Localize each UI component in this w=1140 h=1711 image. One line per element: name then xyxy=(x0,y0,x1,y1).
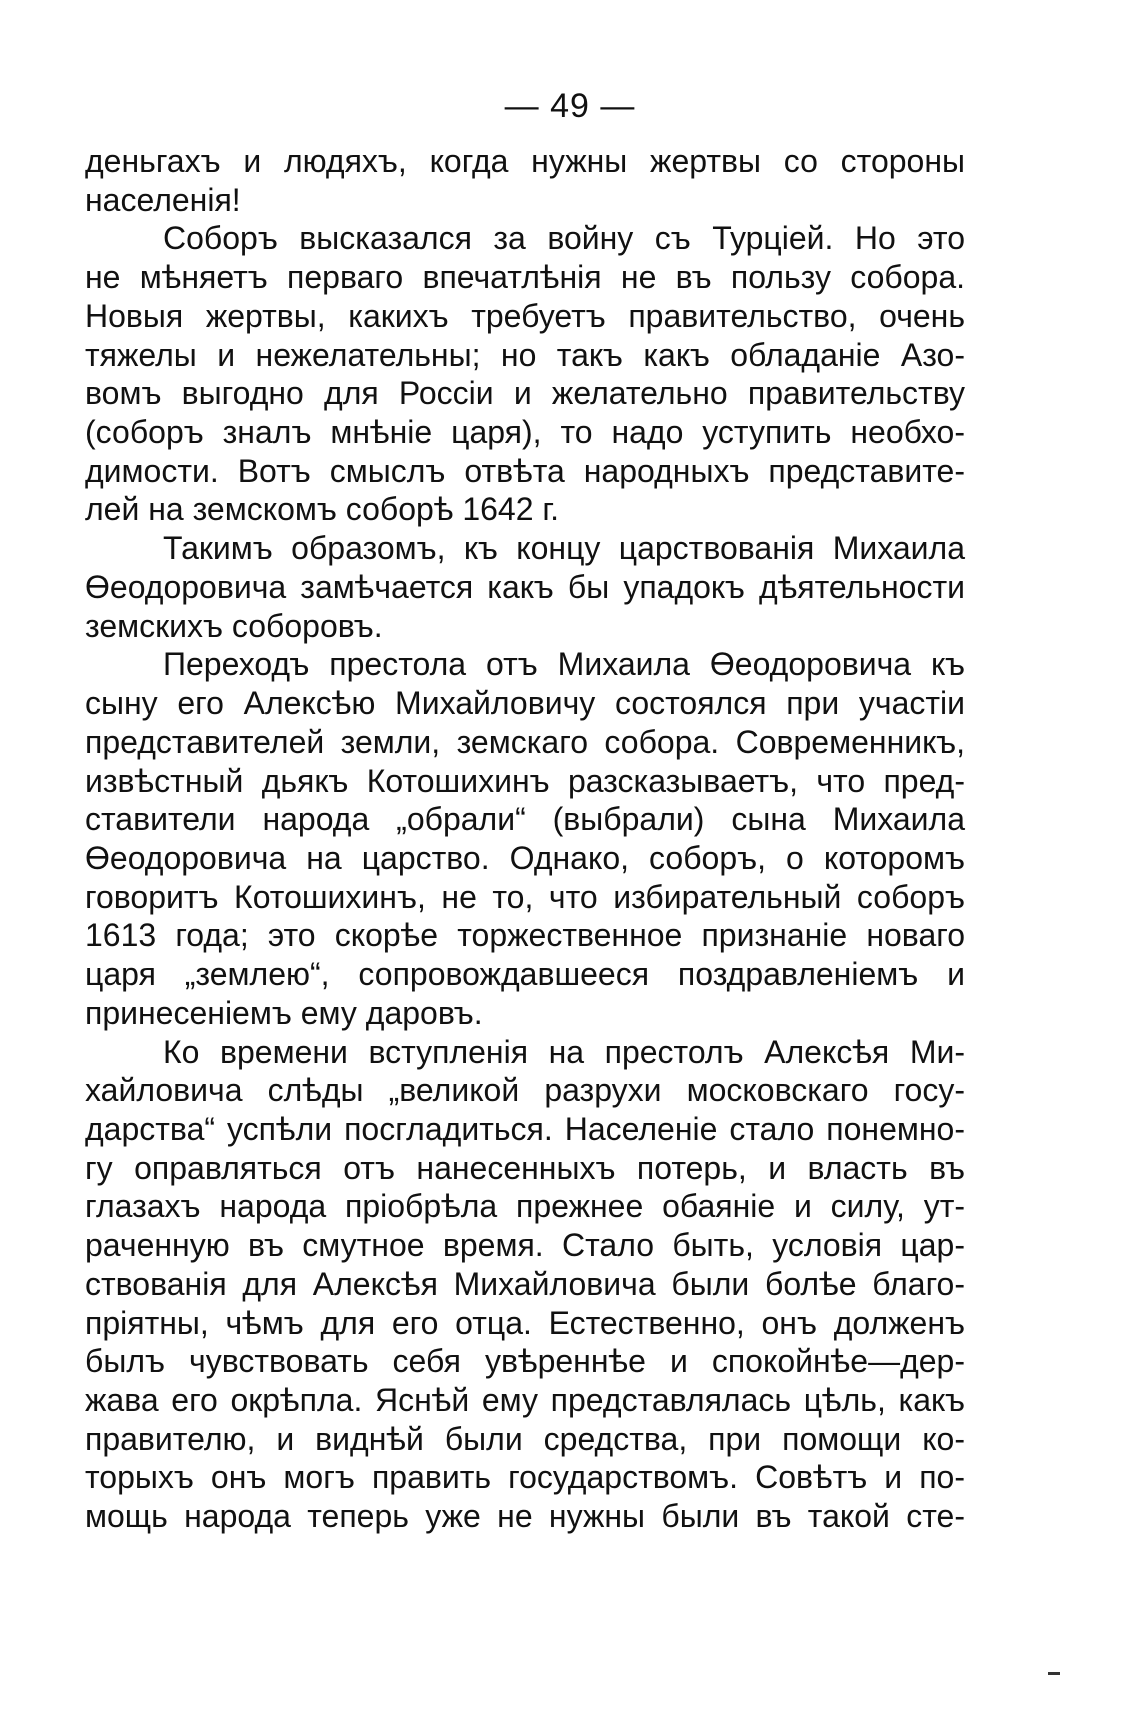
text-line: Новыя жертвы, какихъ требуетъ правительство, очень xyxy=(85,297,965,334)
text-line: лей на земскомъ соборѣ 1642 г. xyxy=(85,491,560,528)
text-line: вомъ выгодно для Россіи и желательно правительству xyxy=(85,375,965,412)
text-line: царя „землею“, сопровождавшееся поздравленіемъ и xyxy=(85,956,965,993)
text-line: не мѣняетъ перваго впечатлѣнія не въ пользу собора. xyxy=(85,259,965,296)
text-line: извѣстный дьякъ Котошихинъ разсказываетъ, что пред- xyxy=(85,762,965,799)
text-line: мощь народа теперь уже не нужны были въ такой сте- xyxy=(85,1498,965,1535)
text-line: 1613 года; это скорѣе торжественное признаніе новаго xyxy=(85,917,965,954)
text-line: земскихъ соборовъ. xyxy=(85,607,383,644)
text-line: сыну его Алексѣю Михайловичу состоялся при участіи xyxy=(85,685,965,722)
paragraph-first-line: Ко времени вступленія на престолъ Алексѣя Ми- xyxy=(163,1033,965,1070)
text-line: тяжелы и нежелательны; но такъ какъ обладаніе Азо- xyxy=(85,336,965,373)
paragraph-first-line: Переходъ престола отъ Михаила Өеодоровича къ xyxy=(163,646,965,683)
text-line: (соборъ зналъ мнѣніе царя), то надо уступить необхо- xyxy=(85,414,965,451)
text-line: населенія! xyxy=(85,181,241,218)
text-line: деньгахъ и людяхъ, когда нужны жертвы со стороны xyxy=(85,143,965,179)
text-line: торыхъ онъ могъ править государствомъ. Совѣтъ и по- xyxy=(85,1459,965,1496)
paragraph-first-line: Такимъ образомъ, къ концу царствованія Михаила xyxy=(163,530,965,567)
text-line: раченную въ смутное время. Стало быть, условія цар- xyxy=(85,1227,965,1264)
text-line: представителей земли, земскаго собора. Современникъ, xyxy=(85,723,965,760)
text-line: димости. Вотъ смыслъ отвѣта народныхъ представите- xyxy=(85,452,965,489)
body-text xyxy=(85,142,965,1536)
text-line: былъ чувствовать себя увѣреннѣе и спокойнѣе—дер- xyxy=(85,1343,965,1380)
page-number: — 49 — xyxy=(504,87,636,125)
text-line: жава его окрѣпла. Яснѣй ему представлялась цѣль, какъ xyxy=(85,1382,965,1418)
paragraph-first-line: Соборъ высказался за войну съ Турціей. Но это xyxy=(163,220,965,257)
text-line: дарства“ успѣли посгладиться. Населеніе стало понемно- xyxy=(85,1110,965,1147)
text-line: ставители народа „обрали“ (выбрали) сына Михаила xyxy=(85,801,965,838)
text-line: хайловича слѣды „великой разрухи московскаго госу- xyxy=(85,1072,965,1109)
text-line: ствованія для Алексѣя Михайловича были болѣе благо- xyxy=(85,1265,965,1302)
text-line: гу оправляться отъ нанесенныхъ потерь, и власть въ xyxy=(85,1149,965,1186)
text-line: глазахъ народа пріобрѣла прежнее обаяніе и силу, ут- xyxy=(85,1188,965,1225)
text-line: пріятны, чѣмъ для его отца. Естественно, онъ долженъ xyxy=(85,1304,965,1341)
text-line: Өеодоровича на царство. Однако, соборъ, о которомъ xyxy=(85,839,965,876)
text-line: говоритъ Котошихинъ, не то, что избирательный соборъ xyxy=(85,878,965,915)
text-line: Өеодоровича замѣчается какъ бы упадокъ дѣятельности xyxy=(85,568,965,605)
scan-mark xyxy=(1048,1672,1060,1675)
text-line: правителю, и виднѣй были средства, при помощи ко- xyxy=(85,1420,965,1457)
text-line: принесеніемъ ему даровъ. xyxy=(85,994,483,1031)
